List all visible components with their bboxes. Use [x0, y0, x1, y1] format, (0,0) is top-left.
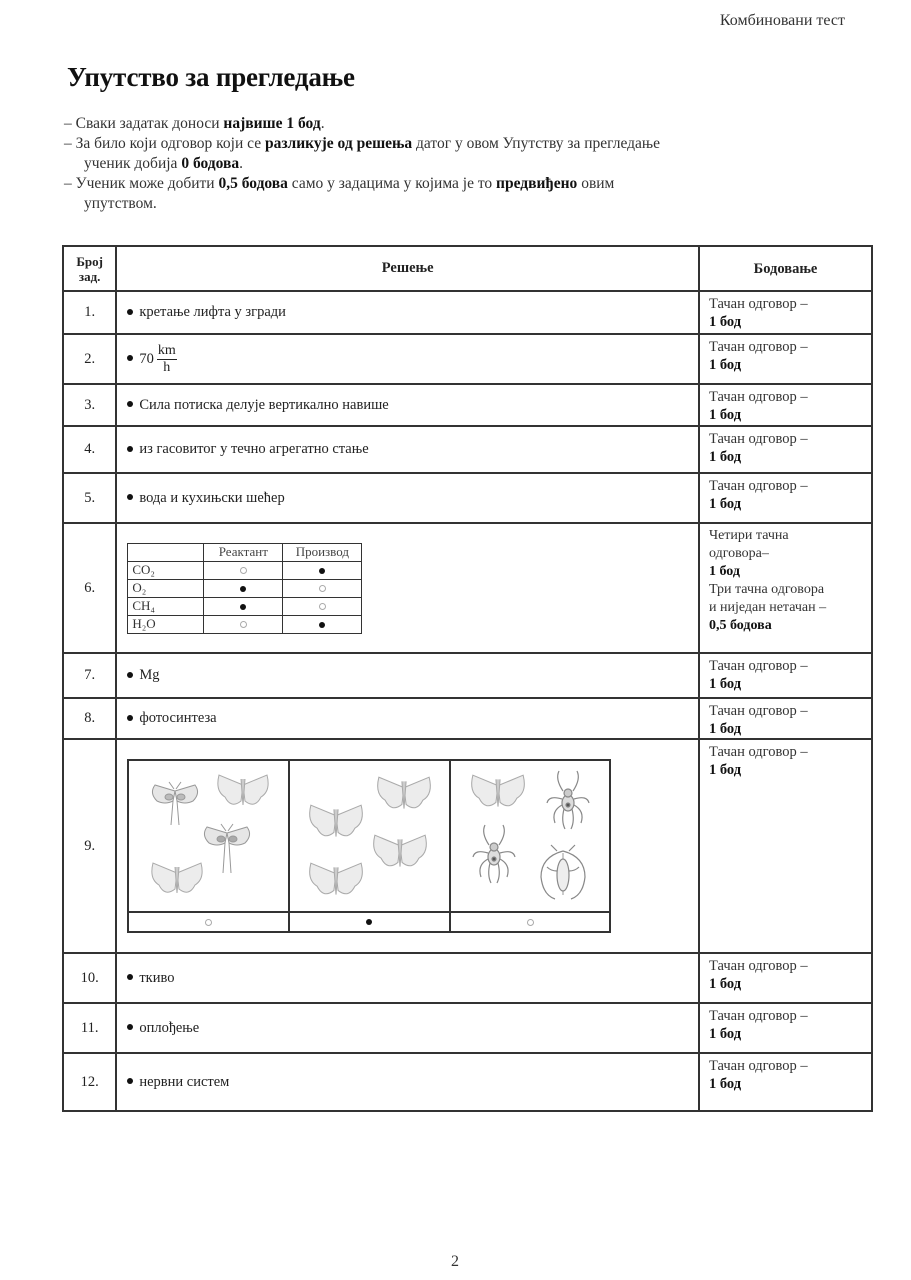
table-row: [63, 473, 872, 523]
instruction-bold: 0 бодова: [181, 155, 240, 172]
moth-icon: [147, 779, 203, 829]
points-text: одговора–: [708, 546, 769, 561]
points-value: 1 бод: [708, 564, 740, 579]
bullet-icon: [127, 309, 133, 315]
points-value: 1 бод: [708, 1026, 742, 1042]
instruction-continuation: упутством.: [84, 195, 157, 212]
task-number: 4.: [63, 426, 116, 473]
points-cell: [699, 653, 872, 698]
task-number: 12.: [63, 1053, 116, 1111]
points-text: Тачан одговор –: [708, 1008, 808, 1024]
moths-same-image: [290, 761, 449, 913]
points-value: 1 бод: [708, 676, 742, 692]
solution-cell: [116, 384, 699, 426]
points-value: 1 бод: [708, 314, 742, 330]
points-value: 1 бод: [708, 407, 742, 423]
solution-value: 70: [139, 350, 154, 367]
inner-header-product: Производ: [283, 543, 362, 561]
product-cell: [283, 561, 362, 579]
instruction-bold: највише 1 бод: [223, 115, 321, 132]
product-cell: [283, 597, 362, 615]
filled-circle-icon: [319, 568, 325, 574]
solution-text: кретање лифта у згради: [139, 304, 286, 320]
reactant-cell: [204, 579, 283, 597]
table-row: [63, 426, 872, 473]
inner-row: [128, 561, 362, 579]
page-title: Упутство за прегледање: [67, 62, 355, 92]
bullet-icon: [127, 401, 133, 407]
moth-icon: [306, 859, 366, 903]
picture-option-2: [290, 761, 451, 931]
instruction-item: [64, 174, 844, 214]
solution-cell: [116, 291, 699, 334]
points-cell: [699, 523, 872, 653]
filled-circle-icon: [366, 919, 372, 925]
moth-icon: [215, 771, 271, 813]
bullet-icon: [127, 494, 133, 500]
task-number: 7.: [63, 653, 116, 698]
solution-text: ткиво: [139, 969, 175, 986]
task-number: 5.: [63, 473, 116, 523]
instruction-text: .: [239, 155, 243, 172]
instruction-text: само у задацима у којима је то: [287, 175, 497, 192]
inner-row: [128, 579, 362, 597]
points-text: Тачан одговор –: [708, 478, 808, 494]
table-row: [63, 334, 872, 384]
empty-circle-icon: [319, 603, 326, 610]
unit-fraction: [157, 343, 177, 376]
table-row: [63, 653, 872, 698]
reactant-cell: [204, 561, 283, 579]
instruction-text: овим: [577, 175, 615, 192]
moth-icon: [370, 831, 430, 875]
empty-circle-icon: [205, 919, 212, 926]
points-text: Тачан одговор –: [708, 1058, 808, 1074]
bullet-icon: [127, 672, 133, 678]
points-text: Тачан одговор –: [708, 389, 808, 405]
points-text: Тачан одговор –: [708, 658, 808, 674]
header-solution: Решење: [116, 246, 699, 291]
solution-cell: [116, 739, 699, 953]
points-cell: [699, 953, 872, 1003]
points-text: Четири тачна: [708, 528, 789, 543]
substance-label: H₂O: [128, 615, 204, 633]
substance-label: CH₄: [128, 597, 204, 615]
solution-cell: [116, 1053, 699, 1111]
instruction-text: – Сваки задатак доноси: [64, 115, 224, 132]
solution-text: Сила потиска делује вертикално навише: [139, 396, 389, 413]
bullet-icon: [127, 1024, 133, 1030]
points-text: Тачан одговор –: [708, 296, 808, 312]
option-3-mark: [451, 913, 610, 931]
insect-picture-options: [127, 759, 611, 933]
points-cell: [699, 1053, 872, 1111]
inner-row: [128, 597, 362, 615]
instruction-item: [64, 134, 844, 174]
points-cell: [699, 698, 872, 739]
table-row: [63, 523, 872, 653]
solution-cell: [116, 953, 699, 1003]
table-row: [63, 698, 872, 739]
table-row: [63, 953, 872, 1003]
points-value: 1 бод: [708, 762, 742, 778]
solution-cell: [116, 523, 699, 653]
points-cell: [699, 384, 872, 426]
solution-cell: [116, 334, 699, 384]
moth-icon: [149, 859, 205, 901]
moth-icon: [374, 773, 434, 817]
table-row: [63, 1053, 872, 1111]
solution-text: нервни систем: [139, 1073, 230, 1090]
points-cell: [699, 473, 872, 523]
points-text: Тачан одговор –: [708, 703, 808, 719]
points-value: 1 бод: [708, 721, 742, 737]
inner-header-blank: [128, 543, 204, 561]
moth-icon: [306, 801, 366, 845]
points-value: 1 бод: [708, 1076, 742, 1092]
points-text: Тачан одговор –: [708, 744, 808, 760]
inner-header-row: [128, 543, 362, 561]
running-head: Комбиновани тест: [719, 12, 845, 29]
option-1-mark: [129, 913, 288, 931]
solution-text: из гасовитог у течно агрегатно стање: [139, 441, 369, 457]
instruction-bold: 0,5 бодова: [218, 175, 288, 192]
header-text: зад.: [78, 268, 101, 284]
fraction-denominator: h: [163, 359, 171, 375]
task-number: 3.: [63, 384, 116, 426]
product-cell: [283, 615, 362, 633]
instruction-bold: предвиђено: [496, 175, 578, 192]
bullet-icon: [127, 974, 133, 980]
points-value: 1 бод: [708, 449, 742, 465]
solution-cell: [116, 1003, 699, 1053]
spider-icon: [469, 823, 519, 885]
moth-icon: [467, 771, 529, 815]
task-number: 9.: [63, 739, 116, 953]
table-row: [63, 384, 872, 426]
instruction-text: ученик добија: [84, 155, 182, 172]
product-cell: [283, 579, 362, 597]
inner-header-reactant: Реактант: [204, 543, 283, 561]
reactant-cell: [204, 615, 283, 633]
empty-circle-icon: [240, 621, 247, 628]
solution-cell: [116, 473, 699, 523]
points-cell: [699, 1003, 872, 1053]
points-text: Тачан одговор –: [708, 431, 808, 447]
moth-icon: [199, 821, 255, 877]
points-text: и ниједан нетачан –: [708, 600, 827, 615]
moths-mixed-image: [129, 761, 288, 913]
task-number: 2.: [63, 334, 116, 384]
empty-circle-icon: [527, 919, 534, 926]
task-number: 1.: [63, 291, 116, 334]
substance-label: CO₂: [128, 561, 204, 579]
bullet-icon: [127, 446, 133, 452]
points-value: 1 бод: [708, 496, 742, 512]
points-cell: [699, 334, 872, 384]
header-text: Број: [76, 253, 103, 269]
points-cell: [699, 291, 872, 334]
header-points: Бодовање: [699, 246, 872, 291]
bullet-icon: [127, 715, 133, 721]
reactant-product-table: [127, 543, 362, 634]
spider-icon: [543, 769, 593, 831]
filled-circle-icon: [319, 622, 325, 628]
page-number: 2: [451, 1253, 459, 1270]
empty-circle-icon: [319, 585, 326, 592]
empty-circle-icon: [240, 567, 247, 574]
points-value: 1 бод: [708, 357, 742, 373]
points-text: Три тачна одговора: [708, 582, 825, 597]
table-header-row: [63, 246, 872, 291]
bullet-icon: [127, 1078, 133, 1084]
picture-option-1: [129, 761, 290, 931]
points-text: Тачан одговор –: [708, 958, 808, 974]
table-row: [63, 291, 872, 334]
task-number: 8.: [63, 698, 116, 739]
inner-row: [128, 615, 362, 633]
table-row: [63, 739, 872, 953]
table-row: [63, 1003, 872, 1053]
solution-text: вода и кухињски шећер: [139, 489, 285, 506]
points-cell: [699, 426, 872, 473]
substance-label: O₂: [128, 579, 204, 597]
reactant-cell: [204, 597, 283, 615]
header-task-number: [63, 246, 116, 291]
answer-key-table: [62, 245, 873, 1112]
instruction-item: [64, 114, 844, 134]
task-number: 6.: [63, 523, 116, 653]
task-number: 11.: [63, 1003, 116, 1053]
mixed-insects-image: [451, 761, 610, 913]
option-2-mark: [290, 913, 449, 931]
filled-circle-icon: [240, 604, 246, 610]
solution-text: фотосинтеза: [139, 710, 217, 726]
points-value: 0,5 бодова: [708, 618, 772, 633]
solution-cell: [116, 698, 699, 739]
instruction-text: датог у овом Упутству за прегледање: [412, 135, 660, 152]
picture-option-3: [451, 761, 610, 931]
points-value: 1 бод: [708, 976, 742, 992]
instruction-continuation: [74, 154, 844, 174]
beetle-icon: [535, 843, 591, 903]
points-text: Тачан одговор –: [708, 339, 808, 355]
solution-cell: [116, 653, 699, 698]
instruction-text: – За било који одговор који се: [64, 135, 265, 152]
task-number: 10.: [63, 953, 116, 1003]
points-cell: [699, 739, 872, 953]
instructions-list: [64, 114, 844, 214]
solution-text: Mg: [139, 667, 160, 683]
instruction-text: .: [320, 115, 325, 132]
solution-text: оплођење: [139, 1019, 200, 1036]
bullet-icon: [127, 355, 133, 361]
solution-cell: [116, 426, 699, 473]
instruction-text: – Ученик може добити: [64, 175, 219, 192]
instruction-bold: разликује од решења: [264, 135, 413, 152]
fraction-numerator: km: [157, 342, 176, 358]
filled-circle-icon: [240, 586, 246, 592]
